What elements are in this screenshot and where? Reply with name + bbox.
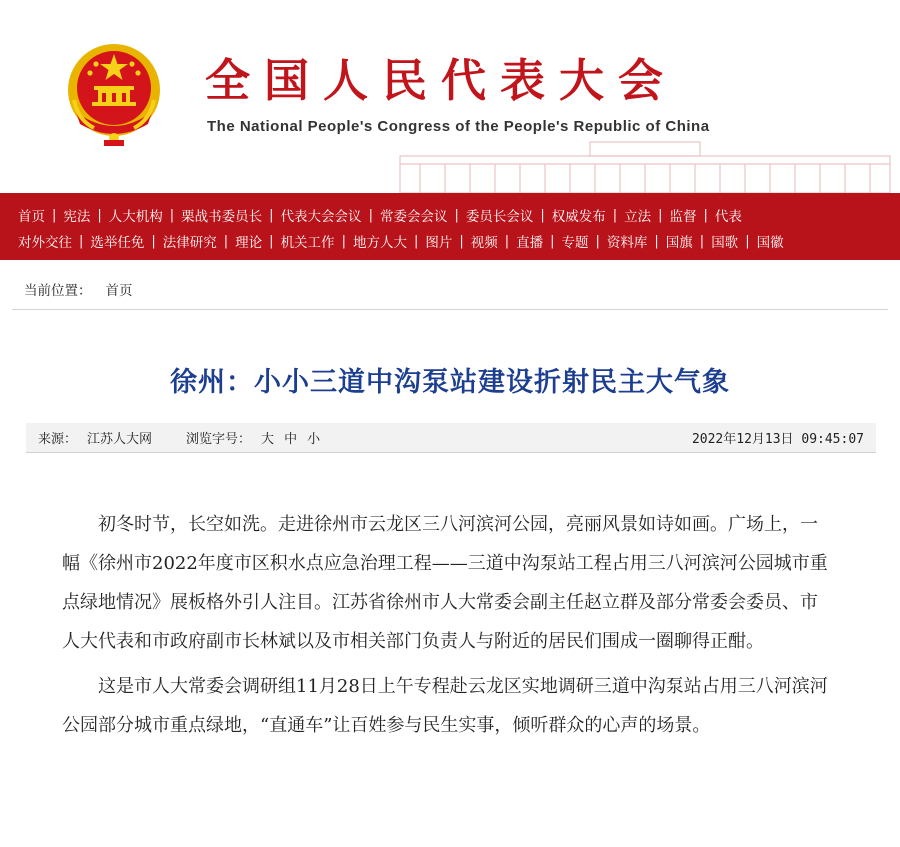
great-hall-building-graphic bbox=[390, 138, 900, 193]
article-title: 徐州：小小三道中沟泵站建设折射民主大气象 bbox=[170, 367, 730, 398]
breadcrumb-home-link[interactable]: 首页 bbox=[105, 282, 133, 299]
nav-separator: | bbox=[504, 233, 510, 249]
nav-item-national-flag[interactable]: 国旗 bbox=[665, 235, 693, 251]
nav-separator: | bbox=[269, 233, 274, 249]
national-emblem-icon bbox=[64, 40, 164, 148]
site-title-chinese: 全国人民代表大会 bbox=[205, 54, 678, 107]
nav-separator: | bbox=[368, 207, 373, 223]
nav-separator: | bbox=[269, 207, 274, 223]
nav-separator: | bbox=[703, 207, 708, 223]
font-size-medium-button[interactable]: 中 bbox=[284, 432, 298, 447]
nav-item-national-emblem[interactable]: 国徽 bbox=[756, 235, 784, 251]
nav-item-deputies[interactable]: 代表 bbox=[714, 209, 742, 225]
nav-separator: | bbox=[454, 207, 459, 223]
breadcrumb bbox=[12, 268, 888, 310]
nav-separator: | bbox=[745, 233, 750, 249]
nav-separator: | bbox=[540, 207, 545, 223]
source-name: 江苏人大网 bbox=[87, 432, 153, 447]
nav-separator: | bbox=[654, 233, 659, 249]
nav-separator: | bbox=[341, 233, 346, 249]
publish-date: 2022年12月13日 09:45:07 bbox=[691, 432, 864, 447]
nav-item-chairman[interactable]: 栗战书委员长 bbox=[181, 209, 263, 225]
article-paragraph: 这是市人大常委会调研组11月28日上午专程赴云龙区实地调研三道中沟泵站占用三八河滨河公园部分城市重点绿地，“直通车”让百姓参与民生实事，倾听群众的心声的场景。 bbox=[62, 676, 828, 736]
article-paragraph: 初冬时节，长空如洗。走进徐州市云龙区三八河滨河公园，亮丽风景如诗如画。广场上，一幅《徐州市2022年度市区积水点应急治理工程——三道中沟泵站工程占用三八河滨河公园城市重点绿地情况》展板格外引人注目。江苏省徐州市人大常委会副主任赵立群及部分常委会委员、市人大代表和市政府副市长林斌以及市相关部门负责人与附近的居民们围成一圈聊得正酣。 bbox=[62, 514, 828, 652]
article-body bbox=[62, 505, 830, 751]
nav-separator: | bbox=[699, 233, 705, 249]
nav-item-national-anthem[interactable]: 国歌 bbox=[711, 235, 739, 251]
nav-separator: | bbox=[413, 233, 419, 249]
nav-separator: | bbox=[151, 233, 156, 249]
nav-item-congress-sessions[interactable]: 代表大会会议 bbox=[280, 209, 362, 225]
nav-separator: | bbox=[223, 233, 229, 249]
nav-row-1 bbox=[18, 202, 900, 228]
main-navigation bbox=[0, 193, 900, 260]
nav-separator: | bbox=[79, 233, 84, 249]
nav-separator: | bbox=[169, 207, 175, 223]
breadcrumb-label: 当前位置： bbox=[24, 282, 92, 299]
site-header bbox=[0, 0, 900, 193]
nav-separator: | bbox=[52, 207, 57, 223]
nav-item-live[interactable]: 直播 bbox=[516, 235, 544, 251]
nav-item-video[interactable]: 视频 bbox=[470, 235, 498, 251]
nav-separator: | bbox=[658, 207, 663, 223]
nav-item-legal-research[interactable]: 法律研究 bbox=[162, 235, 217, 251]
nav-separator: | bbox=[550, 233, 555, 249]
nav-separator: | bbox=[97, 207, 102, 223]
nav-item-pictures[interactable]: 图片 bbox=[425, 235, 453, 251]
source-label: 来源： bbox=[38, 432, 78, 447]
nav-row-2 bbox=[18, 228, 900, 254]
nav-item-supervision[interactable]: 监督 bbox=[669, 209, 697, 225]
article-meta-bar bbox=[26, 423, 876, 453]
nav-item-theory[interactable]: 理论 bbox=[235, 235, 263, 251]
nav-item-home[interactable]: 首页 bbox=[18, 209, 45, 225]
nav-item-npc-organs[interactable]: 人大机构 bbox=[108, 209, 163, 225]
nav-item-legislation[interactable]: 立法 bbox=[624, 209, 652, 225]
nav-item-releases[interactable]: 权威发布 bbox=[551, 209, 606, 225]
nav-item-standing-committee-sessions[interactable]: 常委会会议 bbox=[379, 209, 448, 225]
font-size-large-button[interactable]: 大 bbox=[261, 432, 275, 447]
nav-item-chairmen-council[interactable]: 委员长会议 bbox=[465, 209, 534, 225]
font-size-label: 浏览字号： bbox=[186, 432, 252, 447]
font-size-small-button[interactable]: 小 bbox=[307, 432, 321, 447]
nav-item-office-work[interactable]: 机关工作 bbox=[280, 235, 335, 251]
nav-separator: | bbox=[595, 233, 600, 249]
nav-item-constitution[interactable]: 宪法 bbox=[63, 209, 91, 225]
nav-item-local-congress[interactable]: 地方人大 bbox=[352, 235, 407, 251]
nav-separator: | bbox=[612, 207, 618, 223]
nav-item-topics[interactable]: 专题 bbox=[561, 235, 589, 251]
nav-separator: | bbox=[459, 233, 464, 249]
nav-item-foreign-affairs[interactable]: 对外交往 bbox=[18, 235, 72, 251]
site-title-english: The National People's Congress of the People's Republic of China bbox=[207, 118, 710, 135]
nav-item-database[interactable]: 资料库 bbox=[606, 235, 648, 251]
nav-item-elections[interactable]: 选举任免 bbox=[90, 235, 145, 251]
